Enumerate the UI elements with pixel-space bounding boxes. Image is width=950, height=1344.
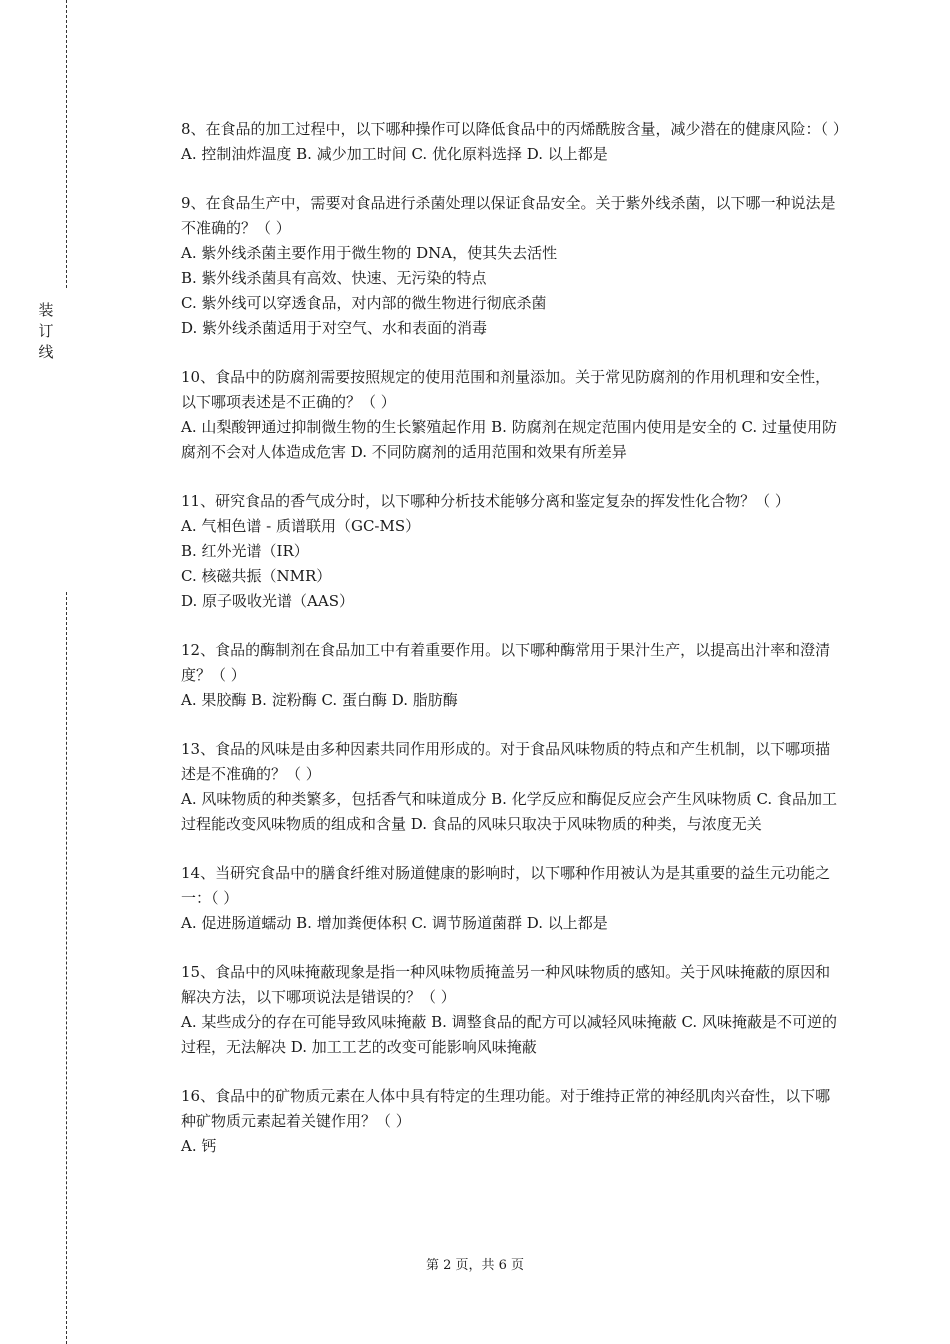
question-8 <box>181 117 848 167</box>
question-15 <box>181 960 841 1060</box>
question-stem: 12、食品的酶制剂在食品加工中有着重要作用。以下哪种酶常用于果汁生产，以提高出汁率和澄清度？（ ） <box>181 641 831 684</box>
question-stem: 9、在食品生产中，需要对食品进行杀菌处理以保证食品安全。关于紫外线杀菌，以下哪一种说法是不准确的？（ ） <box>181 194 836 237</box>
option-a: A. 紫外线杀菌主要作用于微生物的 DNA，使其失去活性 <box>181 244 558 262</box>
question-9 <box>181 191 841 341</box>
question-list <box>181 117 848 1159</box>
option-d: D. 紫外线杀菌适用于对空气、水和表面的消毒 <box>181 319 488 337</box>
question-options: A. 某些成分的存在可能导致风味掩蔽 B. 调整食品的配方可以减轻风味掩蔽 C. 风味掩蔽是不可逆的过程，无法解决 D. 加工工艺的改变可能影响风味掩蔽 <box>181 1013 837 1056</box>
question-16 <box>181 1084 841 1159</box>
question-options: A. 控制油炸温度 B. 减少加工时间 C. 优化原料选择 D. 以上都是 <box>181 145 608 163</box>
question-stem: 8、在食品的加工过程中，以下哪种操作可以降低食品中的丙烯酰胺含量，减少潜在的健康风险：（ ） <box>181 120 848 138</box>
question-stem: 13、食品的风味是由多种因素共同作用形成的。对于食品风味物质的特点和产生机制，以下哪项描述是不准确的？（ ） <box>181 740 831 783</box>
option-d: D. 原子吸收光谱（AAS） <box>181 592 354 610</box>
binding-label-char: 线 <box>38 343 54 361</box>
question-options: A. 促进肠道蠕动 B. 增加粪便体积 C. 调节肠道菌群 D. 以上都是 <box>181 914 608 932</box>
question-options: A. 风味物质的种类繁多，包括香气和味道成分 B. 化学反应和酶促反应会产生风味物质 C. 食品加工过程能改变风味物质的组成和含量 D. 食品的风味只取决于风味物质的种类，与浓度无关 <box>181 790 837 833</box>
option-a: A. 气相色谱 - 质谱联用（GC-MS） <box>181 517 421 535</box>
question-stem: 14、当研究食品中的膳食纤维对肠道健康的影响时，以下哪种作用被认为是其重要的益生元功能之一：（ ） <box>181 864 831 907</box>
option-a: A. 钙 <box>181 1137 217 1155</box>
binding-label-char: 装 <box>38 301 54 319</box>
binding-dashed-line-top <box>66 0 67 288</box>
question-13 <box>181 737 841 837</box>
option-c: C. 核磁共振（NMR） <box>181 567 332 585</box>
binding-label-char: 订 <box>38 322 54 340</box>
binding-dashed-line-bottom <box>66 592 67 1344</box>
question-12 <box>181 638 841 713</box>
question-10 <box>181 365 841 465</box>
page-footer: 第 2 页，共 6 页 <box>425 1258 525 1273</box>
option-c: C. 紫外线可以穿透食品，对内部的微生物进行彻底杀菌 <box>181 294 547 312</box>
question-stem: 11、研究食品的香气成分时，以下哪种分析技术能够分离和鉴定复杂的挥发性化合物？（ ） <box>181 492 790 510</box>
question-14 <box>181 861 841 936</box>
option-b: B. 紫外线杀菌具有高效、快速、无污染的特点 <box>181 269 487 287</box>
question-stem: 10、食品中的防腐剂需要按照规定的使用范围和剂量添加。关于常见防腐剂的作用机理和安全性，以下哪项表述是不正确的？（ ） <box>181 368 831 411</box>
binding-label <box>36 300 56 363</box>
question-stem: 15、食品中的风味掩蔽现象是指一种风味物质掩盖另一种风味物质的感知。关于风味掩蔽的原因和解决方法，以下哪项说法是错误的？（ ） <box>181 963 831 1006</box>
question-11 <box>181 489 841 614</box>
question-stem: 16、食品中的矿物质元素在人体中具有特定的生理功能。对于维持正常的神经肌肉兴奋性，以下哪种矿物质元素起着关键作用？（ ） <box>181 1087 831 1130</box>
question-options: A. 果胶酶 B. 淀粉酶 C. 蛋白酶 D. 脂肪酶 <box>181 691 458 709</box>
option-b: B. 红外光谱（IR） <box>181 542 309 560</box>
question-options: A. 山梨酸钾通过抑制微生物的生长繁殖起作用 B. 防腐剂在规定范围内使用是安全的 C. 过量使用防腐剂不会对人体造成危害 D. 不同防腐剂的适用范围和效果有所差异 <box>181 418 837 461</box>
